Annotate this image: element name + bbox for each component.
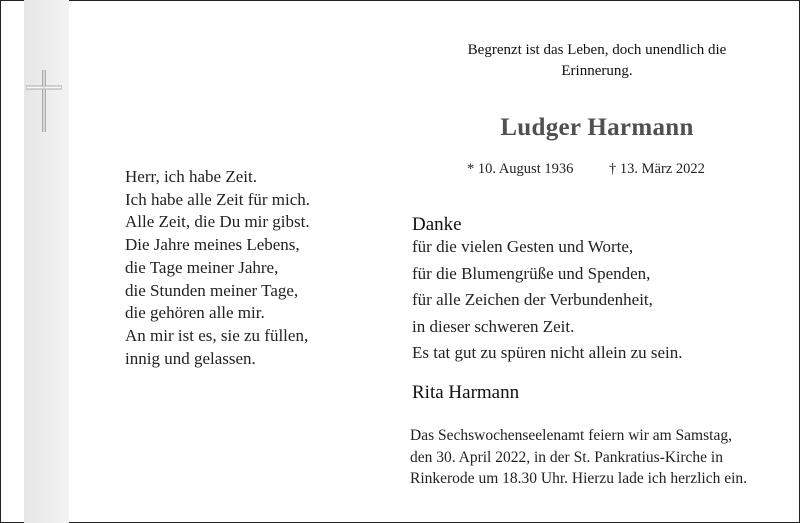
notice-line: Rinkerode um 18.30 Uhr. Hierzu lade ich herzlich ein. — [410, 470, 748, 487]
thanks-line: für die vielen Gesten und Worte, — [412, 237, 634, 256]
quote-line: Begrenzt ist das Leben, doch unendlich die — [467, 42, 727, 58]
thanks-title: Danke — [412, 214, 462, 235]
thanks-line: in dieser schweren Zeit. — [412, 316, 575, 336]
poem-line: die gehören alle mir. — [125, 303, 265, 323]
poem-line: Alle Zeit, die Du mir gibst. — [125, 212, 310, 232]
thanks-line: für alle Zeichen der Verbundenheit, — [412, 290, 653, 310]
poem-line: die Stunden meiner Tage, — [125, 280, 299, 300]
poem-line: Ich habe alle Zeit für mich. — [125, 189, 311, 209]
signature: Rita Harmann — [412, 382, 520, 403]
notice-line: Das Sechswochenseelenamt feiern wir am Samstag, — [410, 427, 732, 444]
service-notice — [410, 425, 747, 490]
birth-date: * 10. August 1936 — [467, 161, 574, 177]
quote-line: Erinnerung. — [561, 63, 633, 79]
memorial-quote — [412, 40, 782, 82]
poem-line: An mir ist es, sie zu füllen, — [125, 325, 309, 345]
poem-line: Herr, ich habe Zeit. — [125, 167, 257, 186]
poem-line: die Tage meiner Jahre, — [125, 257, 279, 277]
thanks-text — [412, 234, 683, 367]
death-date: † 13. März 2022 — [609, 161, 705, 177]
thanks-line: Es tat gut zu spüren nicht allein zu sein. — [412, 343, 683, 363]
deceased-name: Ludger Harmann — [500, 114, 694, 141]
poem-line: Die Jahre meines Lebens, — [125, 235, 300, 255]
poem — [125, 166, 310, 370]
notice-line: den 30. April 2022, in der St. Pankratius-Kirche in — [410, 448, 723, 466]
thanks-line: für die Blumengrüße und Spenden, — [412, 263, 651, 283]
cross-icon — [26, 70, 62, 132]
poem-line: innig und gelassen. — [125, 348, 256, 368]
